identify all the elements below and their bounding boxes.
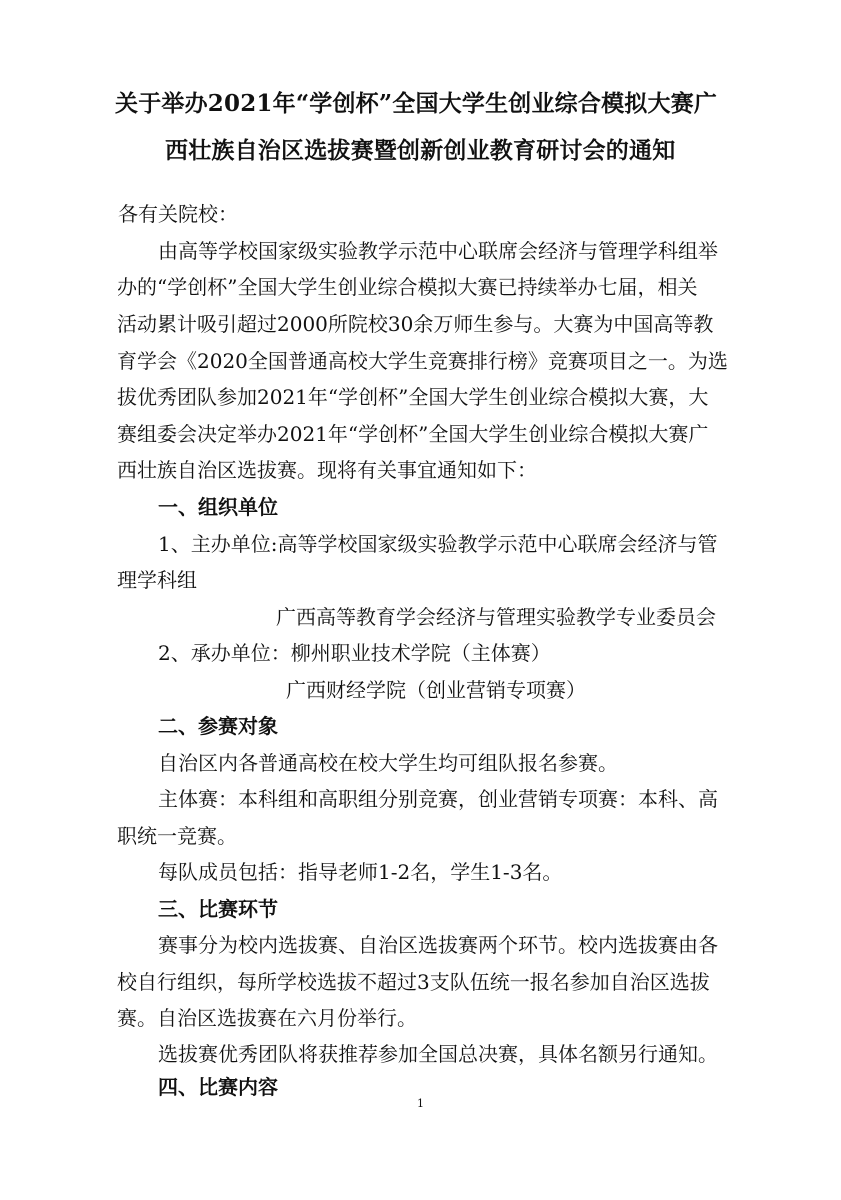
host-unit-line-1: 1、主办单位:高等学校国家级实验教学示范中心联席会经济与管 [158, 532, 718, 556]
organizer-unit-line-1: 2、承办单位：柳州职业技术学院（主体赛） [158, 641, 551, 665]
page-number: 1 [417, 1097, 424, 1110]
section-3-paragraph-1-line-1: 赛事分为校内选拔赛、自治区选拔赛两个环节。校内选拔赛由各 [158, 933, 718, 957]
host-unit-line-2: 理学科组 [117, 568, 197, 592]
intro-line-4: 育学会《2020全国普通高校大学生竞赛排行榜》竞赛项目之一。为选 [117, 349, 728, 373]
intro-line-6: 赛组委会决定举办2021年“学创杯”全国大学生创业综合模拟大赛广 [117, 422, 709, 446]
notice-title-line-1: 关于举办2021年“学创杯”全国大学生创业综合模拟大赛广 [115, 90, 718, 117]
section-2-heading: 二、参赛对象 [158, 714, 278, 738]
intro-line-5: 拔优秀团队参加2021年“学创杯”全国大学生创业综合模拟大赛，大 [117, 385, 709, 409]
section-3-paragraph-1-line-2: 校自行组织，每所学校选拔不超过3支队伍统一报名参加自治区选拔 [117, 970, 710, 994]
section-2-paragraph-2-line-1: 主体赛：本科组和高职组分别竞赛，创业营销专项赛：本科、高 [158, 787, 718, 811]
section-4-heading: 四、比赛内容 [158, 1075, 278, 1099]
section-3-heading: 三、比赛环节 [158, 897, 278, 921]
section-3-paragraph-2: 选拔赛优秀团队将获推荐参加全国总决赛，具体名额另行通知。 [158, 1042, 718, 1066]
host-unit-line-3: 广西高等教育学会经济与管理实验教学专业委员会 [276, 605, 716, 629]
intro-line-2: 办的“学创杯”全国大学生创业综合模拟大赛已持续举办七届，相关 [117, 275, 698, 299]
intro-line-1: 由高等学校国家级实验教学示范中心联席会经济与管理学科组举 [158, 239, 718, 263]
intro-line-3: 活动累计吸引超过2000所院校30余万师生参与。大赛为中国高等教 [117, 312, 714, 336]
section-2-paragraph-1: 自治区内各普通高校在校大学生均可组队报名参赛。 [158, 751, 618, 775]
intro-line-7: 西壮族自治区选拔赛。现将有关事宜通知如下： [117, 458, 537, 482]
organizer-unit-line-2: 广西财经学院（创业营销专项赛） [286, 678, 586, 702]
section-3-paragraph-1-line-3: 赛。自治区选拔赛在六月份举行。 [117, 1006, 417, 1030]
section-2-paragraph-3: 每队成员包括：指导老师1-2名，学生1-3名。 [158, 860, 563, 884]
salutation: 各有关院校： [118, 202, 238, 226]
section-2-paragraph-2-line-2: 职统一竞赛。 [117, 824, 237, 848]
notice-title-line-2: 西壮族自治区选拔赛暨创新创业教育研讨会的通知 [165, 137, 676, 164]
section-1-heading: 一、组织单位 [158, 495, 278, 519]
